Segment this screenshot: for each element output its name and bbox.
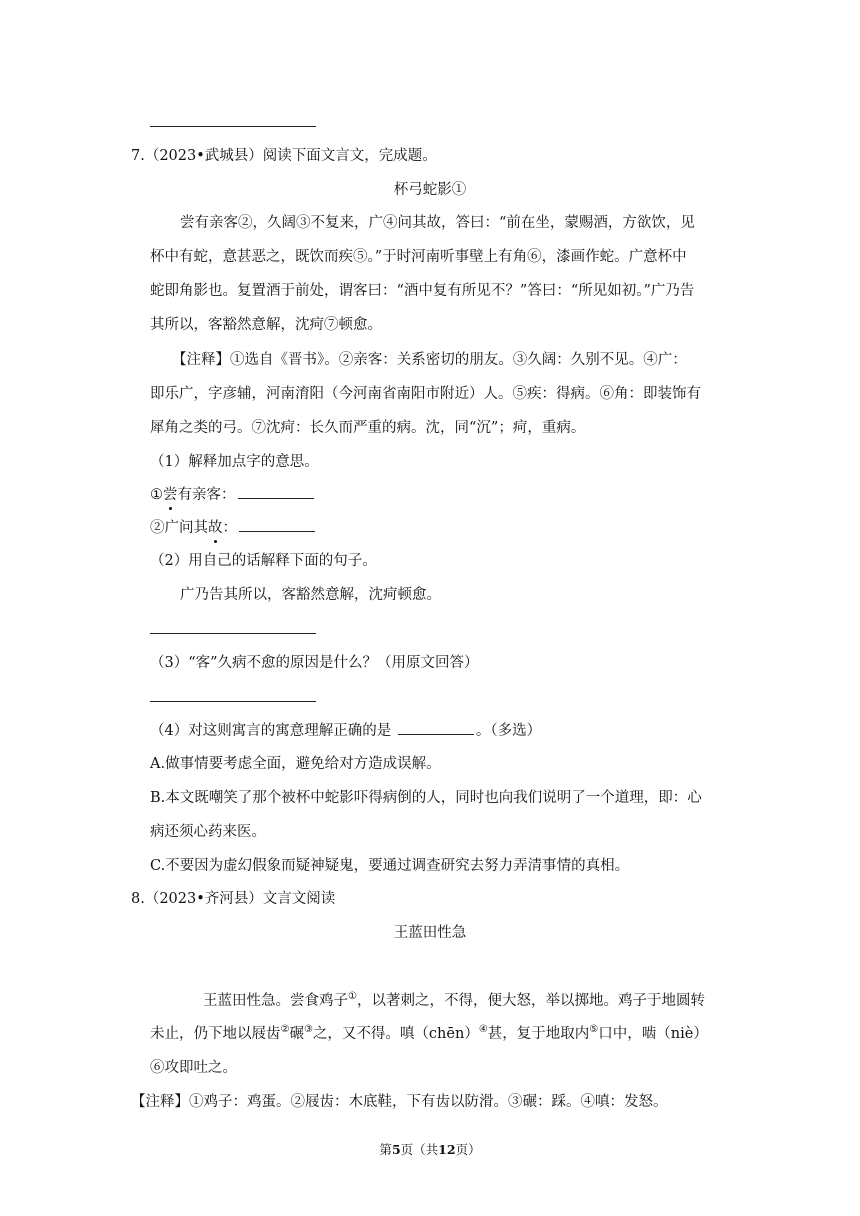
footnote-mark: ⑤ (589, 1024, 599, 1036)
q7-sub3-prompt: （3）“客”久病不愈的原因是什么？（用原文回答） (150, 655, 479, 671)
answer-blank[interactable] (239, 517, 315, 532)
passage-text: 王蓝田性急。尝食鸡子 (203, 993, 348, 1009)
item-text: ： (222, 520, 237, 536)
footnote-mark: ② (280, 1024, 290, 1036)
footer-text: 第 (379, 1142, 392, 1157)
prompt-text: 。（多选） (475, 723, 542, 739)
q7-option-a: A.做事情要考虑全面，避免给对方造成误解。 (150, 756, 441, 772)
answer-blank[interactable] (238, 484, 314, 499)
footnote-mark: ④ (478, 1024, 488, 1036)
footnote-mark: ⑥ (150, 1060, 165, 1076)
item-number: ① (150, 487, 163, 503)
q7-option-c: C.不要因为虚幻假象而疑神疑鬼，要通过调查研究去努力弄清事情的真相。 (150, 858, 630, 874)
dotted-char: 尝 (163, 487, 178, 503)
q7-option-b-line-1: B.本文既嘲笑了那个被杯中蛇影吓得病倒的人，同时也向我们说明了一个道理，即：心 (150, 790, 702, 806)
q7-sub1-prompt: （1）解释加点字的意思。 (150, 454, 319, 470)
q8-passage-line-1 (203, 991, 705, 1011)
answer-line[interactable] (150, 633, 316, 634)
footer-text: 页） (455, 1142, 481, 1157)
footnote-mark: ① (348, 991, 357, 1003)
answer-line (150, 126, 316, 127)
q8-note: 【注释】①鸡子：鸡蛋。②屐齿：木底鞋，下有齿以防滑。③碾：踩。④嗔：发怒。 (131, 1094, 668, 1110)
item-text: 有亲客： (177, 487, 236, 503)
answer-line[interactable] (150, 701, 316, 702)
q7-sub2-sentence: 广乃告其所以，客豁然意解，沈疴顿愈。 (180, 587, 441, 603)
passage-text: 口中，啮（niè） (598, 1026, 708, 1042)
q7-header: 7.（2023•武城县）阅读下面文言文，完成题。 (131, 148, 437, 164)
q7-title: 杯弓蛇影① (393, 182, 467, 198)
q7-passage-line-1: 尝有亲客②，久阔③不复来，广④问其故，答曰：“前在坐，蒙赐酒，方欲饮，见 (180, 215, 695, 231)
q7-passage-line-4: 其所以，客豁然意解，沈疴⑦顿愈。 (150, 317, 382, 333)
q8-title: 王蓝田性急 (393, 925, 467, 941)
passage-text: ，以著刺之，不得，便大怒，举以掷地。鸡子于地圆转 (356, 993, 705, 1009)
q8-passage-line-2 (150, 1024, 708, 1044)
q8-header: 8.（2023•齐河县）文言文阅读 (131, 891, 336, 907)
q7-passage-line-3: 蛇即角影也。复置酒于前处，谓客曰：“酒中复有所见不？”答曰：“所见如初。”广乃告 (150, 283, 695, 299)
q7-notes-line-3: 犀角之类的弓。⑦沈疴：长久而严重的病。沈，同“沉”；疴，重病。 (150, 420, 586, 436)
q7-notes-line-2: 即乐广，字彦辅，河南淯阳（今河南省南阳市附近）人。⑤疾：得病。⑥角：即装饰有 (150, 386, 701, 402)
passage-text: 未止，仍下地以屐齿 (150, 1026, 281, 1042)
answer-blank[interactable] (398, 720, 474, 735)
q7-sub1-item-a (150, 484, 316, 505)
dotted-char: 故 (208, 520, 223, 536)
q7-sub2-prompt: （2）用自己的话解释下面的句子。 (150, 553, 377, 569)
passage-text: 碾 (289, 1026, 304, 1042)
q8-passage-line-3 (150, 1058, 237, 1078)
footer-text: 页（共 (400, 1142, 439, 1157)
q7-passage-line-2: 杯中有蛇，意甚恶之，既饮而疾⑤。”于时河南听事壁上有角⑥，漆画作蛇。广意杯中 (150, 249, 687, 265)
passage-text: 甚，复于地取内 (487, 1026, 590, 1042)
current-page-number: 5 (391, 1142, 401, 1157)
passage-text: 攻即吐之。 (164, 1060, 237, 1076)
q7-notes-line-1: 【注释】①选自《晋书》。②亲客：关系密切的朋友。③久阔：久别不见。④广： (172, 352, 687, 368)
footnote-mark: ③ (303, 1024, 313, 1036)
prompt-text: （4）对这则寓言的寓意理解正确的是 (150, 723, 392, 739)
passage-text: 之，又不得。嗔（chēn） (312, 1026, 479, 1042)
q7-sub4-prompt (150, 720, 541, 741)
q7-sub1-item-b (150, 517, 317, 538)
page-footer (0, 1140, 860, 1158)
total-page-number: 12 (438, 1142, 456, 1157)
item-text: ②广问其 (150, 520, 208, 536)
q7-option-b-line-2: 病还须心药来医。 (150, 824, 266, 840)
